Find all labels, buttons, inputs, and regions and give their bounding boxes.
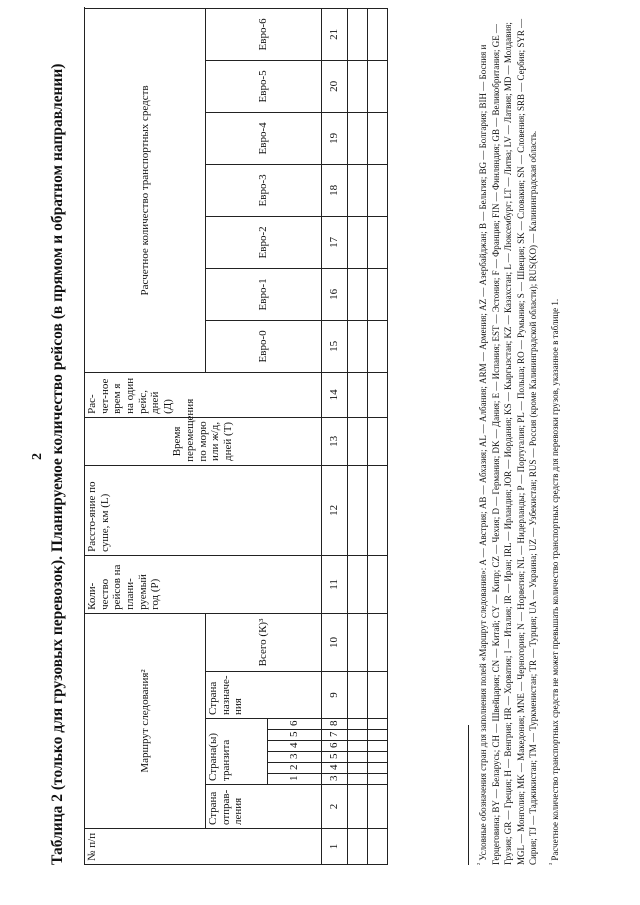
total-vehicles-header: Всего (К)³ [206,613,322,671]
table-cell[interactable] [348,719,368,730]
table-cell[interactable] [348,752,368,763]
table-cell[interactable] [368,741,388,752]
trips-header: Коли-чество рейсов на плани-руемый год (Р) [85,555,322,613]
table-cell[interactable] [368,672,388,719]
column-number: 18 [322,164,348,216]
table-row [348,8,368,864]
column-number: 14 [322,372,348,417]
route-header: Маршрут следования² [85,613,206,828]
euro-5-header: Евро-5 [206,60,322,112]
column-number: 7 [322,730,348,741]
table-title: Таблица 2 (только для грузовых перевозок). Планируемое количество рейсов (в прямом и обратном направлении) [49,63,66,865]
euro-4-header: Евро-4 [206,112,322,164]
table-cell[interactable] [348,164,368,216]
vehicles-header: Расчетное количество транспортных средств [85,8,206,372]
departure-country-header: Страна отправ-ления [206,785,322,829]
column-number: 20 [322,60,348,112]
transit-col-6: 6 [268,719,322,730]
table-cell[interactable] [348,216,368,268]
transit-col-5: 5 [268,730,322,741]
table-cell[interactable] [368,785,388,829]
table-cell[interactable] [368,417,388,465]
table-cell[interactable] [348,417,368,465]
table-cell[interactable] [368,320,388,372]
table-cell[interactable] [368,465,388,555]
table-cell[interactable] [368,164,388,216]
table-cell[interactable] [348,672,368,719]
table-row [368,8,388,864]
euro-3-header: Евро-3 [206,164,322,216]
table-cell[interactable] [348,613,368,671]
footnote-rule [468,725,469,865]
transit-header: Страна(ы) транзита [206,719,268,785]
euro-2-header: Евро-2 [206,216,322,268]
table-cell[interactable] [348,555,368,613]
table-cell[interactable] [348,785,368,829]
euro-6-header: Евро-6 [206,8,322,60]
table-cell[interactable] [368,268,388,320]
table-cell[interactable] [348,8,368,60]
table-cell[interactable] [348,774,368,785]
footnote-3-marker: ³ [547,862,556,865]
table-cell[interactable] [368,752,388,763]
table-cell[interactable] [348,741,368,752]
distance-header: Рассто-яние по суше, км (L) [85,465,322,555]
column-number: 8 [322,719,348,730]
footnote-2 [474,7,540,865]
table-cell[interactable] [368,719,388,730]
table-cell[interactable] [368,774,388,785]
column-number: 21 [322,8,348,60]
table-cell[interactable] [368,8,388,60]
table-cell[interactable] [348,829,368,865]
table-cell[interactable] [368,613,388,671]
footnote-3-text: Расчетное количество транспортных средств не может превышать количество транспортных средств для перевозки грузов, указанное в таблице 1. [549,298,560,861]
table-cell[interactable] [348,372,368,417]
table-cell[interactable] [348,60,368,112]
table-cell[interactable] [348,763,368,774]
destination-country-header: Страна назначе-ния [206,672,322,719]
table-cell[interactable] [348,465,368,555]
column-number: 10 [322,613,348,671]
column-number: 19 [322,112,348,164]
trips-table [84,8,388,865]
col-number-header: № п/п [85,829,322,865]
column-number: 1 [322,829,348,865]
table-cell[interactable] [368,216,388,268]
table-cell[interactable] [368,112,388,164]
footnote-2-text: Условные обозначения стран для заполнения полей «Маршрут следования»: A — Австрия; AB — Абхазия; AL — Албания; ARM — Армения; AZ — Азербайджан; B — Бельгия; BG — Болгария; BIH — Босния и Герцеговина; BY — Беларусь; CH — Швейцария; CN — Китай; CY — Кипр; CZ — Чехия; D — Германия; DK — Дания; E — Испания; EST — Эстония; F — Франция; FIN — Финляндия; GB — Великобритания; GE — Грузия; GR — Греция; H — Венгрия; HR — Хорватия; I — Италия; IR — Иран; IRL — Ирландия; JOR — Иордания; KS — Кыргызстан; KZ — Казахстан; L — Люксембург; LT — Литва; LV — Латвия; MD — Молдавия; MGL — Монголия; MK — Македония; MNE — Черногория; N — Норвегия; NL — Нидерланды; P — Португалия; PL — Польша; RO — Румыния; S — Швеция; SK — Словакия; SN — Словения; SRB — Сербия; SYR — Сирия; TJ — Таджикистан; TM — Туркменистан; TR — Турция; UA — Украина; UZ — Узбекистан; RUS — Россия (кроме Калининградской области); RUS(KO) — Калининградская область. [478,18,539,865]
table-cell[interactable] [368,763,388,774]
column-numbers-row [322,8,348,864]
column-number: 5 [322,752,348,763]
transit-col-1: 1 [268,774,322,785]
footnotes [468,7,568,865]
sea-time-header: Время перемещения по морю или ж/д, дней (Т) [85,417,322,465]
column-number: 17 [322,216,348,268]
table-cell[interactable] [368,730,388,741]
footnote-3 [546,7,562,865]
transit-col-3: 3 [268,752,322,763]
column-number: 13 [322,417,348,465]
column-number: 6 [322,741,348,752]
calc-time-header: Рас-чет-ное врем я на один рейс, дней (Д) [85,372,322,417]
table-cell[interactable] [348,268,368,320]
transit-col-2: 2 [268,763,322,774]
table-cell[interactable] [368,60,388,112]
table-cell[interactable] [348,320,368,372]
table-cell[interactable] [348,112,368,164]
footnote-2-marker: ² [476,862,484,865]
euro-1-header: Евро-1 [206,268,322,320]
column-number: 3 [322,774,348,785]
table-cell[interactable] [368,829,388,865]
transit-col-4: 4 [268,741,322,752]
column-number: 16 [322,268,348,320]
column-number: 12 [322,465,348,555]
column-number: 15 [322,320,348,372]
column-number: 2 [322,785,348,829]
page-number: 2 [30,453,45,460]
table-cell[interactable] [368,555,388,613]
column-number: 4 [322,763,348,774]
column-number: 11 [322,555,348,613]
column-number: 9 [322,672,348,719]
table-cell[interactable] [348,730,368,741]
euro-0-header: Евро-0 [206,320,322,372]
table-cell[interactable] [368,372,388,417]
